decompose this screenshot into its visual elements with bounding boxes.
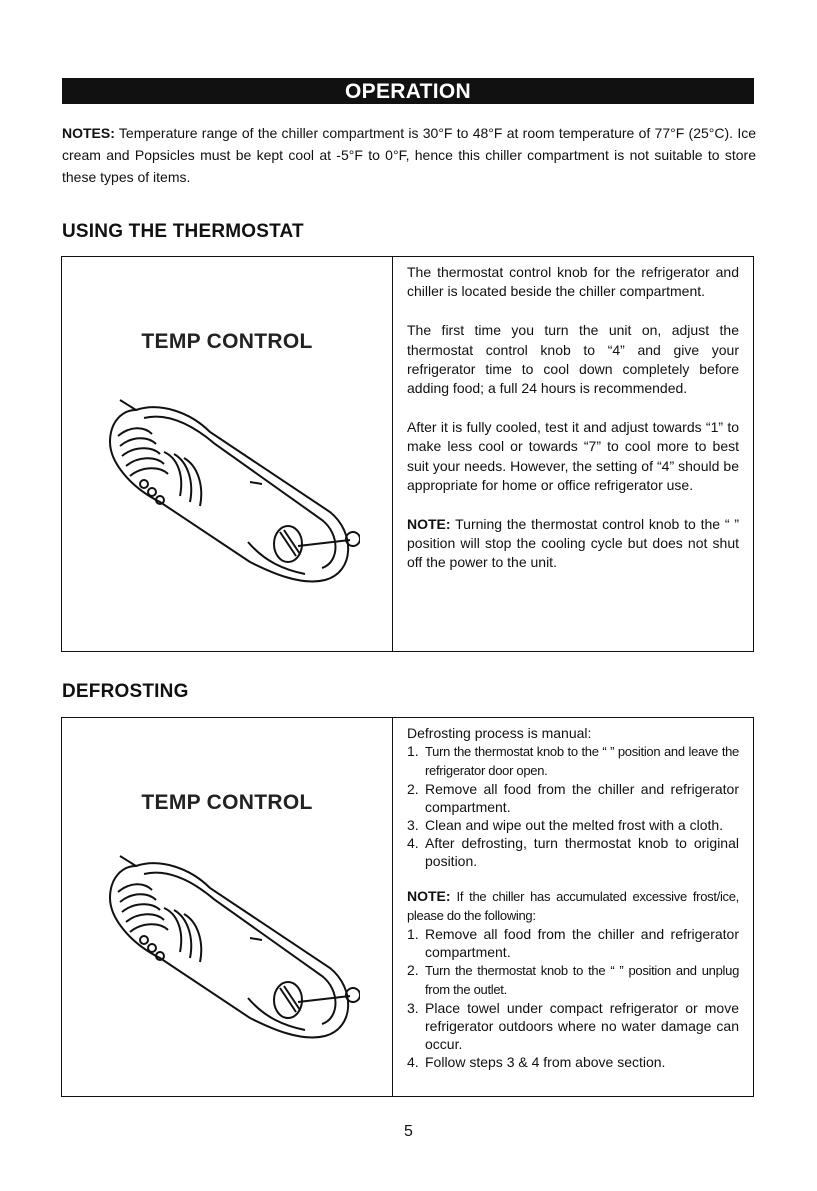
thermostat-paragraph-3: After it is fully cooled, test it and adjust towards “1” to make less cool or towards “7” to cool more to best suit your needs. However, the setting of “4” should be appropriate for home or office refrigerator use. xyxy=(407,419,739,493)
defrosting-illustration-panel xyxy=(62,718,392,1096)
thermostat-knob-illustration xyxy=(100,848,360,1048)
list-item: 4. Follow steps 3 & 4 from above section. xyxy=(407,1054,666,1070)
defrosting-intro: Defrosting process is manual: xyxy=(407,725,592,741)
notes-paragraph xyxy=(62,122,756,188)
list-item: 2. Remove all food from the chiller and refrigerator compartment. xyxy=(407,781,739,815)
section-banner-operation: OPERATION xyxy=(62,78,754,104)
notes-text: Temperature range of the chiller compartment is 30°F to 48°F at room temperature of 77°F (25°C). Ice cream and Popsicles must be kept cool at -5°F to 0°F, hence this chiller compartment is not suitable to store these types of items. xyxy=(62,125,756,185)
panel-divider xyxy=(392,257,393,651)
defrosting-note-label: NOTE: xyxy=(407,888,451,904)
thermostat-text-panel xyxy=(407,263,739,573)
defrosting-text-panel xyxy=(407,724,739,1071)
thermostat-note xyxy=(407,515,739,573)
thermostat-note-label: NOTE: xyxy=(407,516,451,533)
list-item: 2. Turn the thermostat knob to the “ ” position and unplug from the outlet. xyxy=(407,962,739,997)
section-title-defrosting: DEFROSTING xyxy=(62,681,189,702)
thermostat-panel xyxy=(61,256,754,652)
thermostat-paragraph-1: The thermostat control knob for the refrigerator and chiller is located beside the chiller compartment. xyxy=(407,264,739,300)
notes-label: NOTES: xyxy=(62,125,115,141)
list-item: 4. After defrosting, turn thermostat knob to original position. xyxy=(407,835,739,869)
temp-control-label: TEMP CONTROL xyxy=(141,330,313,353)
defrosting-note xyxy=(407,887,739,925)
defrosting-note-text: If the chiller has accumulated excessive frost/ice, please do the following: xyxy=(407,889,739,923)
thermostat-knob-illustration xyxy=(100,392,360,592)
list-item: 3. Place towel under compact refrigerator or move refrigerator outdoors where no water damage can occur. xyxy=(407,1000,739,1052)
defrosting-panel xyxy=(61,717,754,1097)
temp-control-label: TEMP CONTROL xyxy=(141,791,313,814)
defrosting-note-steps xyxy=(407,925,739,1071)
defrosting-steps xyxy=(407,742,739,870)
thermostat-paragraph-2: The first time you turn the unit on, adjust the thermostat control knob to “4” and give your refrigerator time to cool down completely before adding food; a full 24 hours is recommended. xyxy=(407,322,739,397)
thermostat-illustration-panel xyxy=(62,257,392,651)
page-number: 5 xyxy=(404,1123,413,1140)
list-item: 1. Remove all food from the chiller and refrigerator compartment. xyxy=(407,926,739,960)
list-item: 1. Turn the thermostat knob to the “ ” position and leave the refrigerator door open. xyxy=(407,743,739,778)
list-item: 3. Clean and wipe out the melted frost with a cloth. xyxy=(407,817,724,833)
thermostat-note-text: Turning the thermostat control knob to the “ ” position will stop the cooling cycle but does not shut off the power to the unit. xyxy=(407,516,739,571)
panel-divider xyxy=(392,718,393,1096)
section-title-thermostat: USING THE THERMOSTAT xyxy=(62,221,304,242)
